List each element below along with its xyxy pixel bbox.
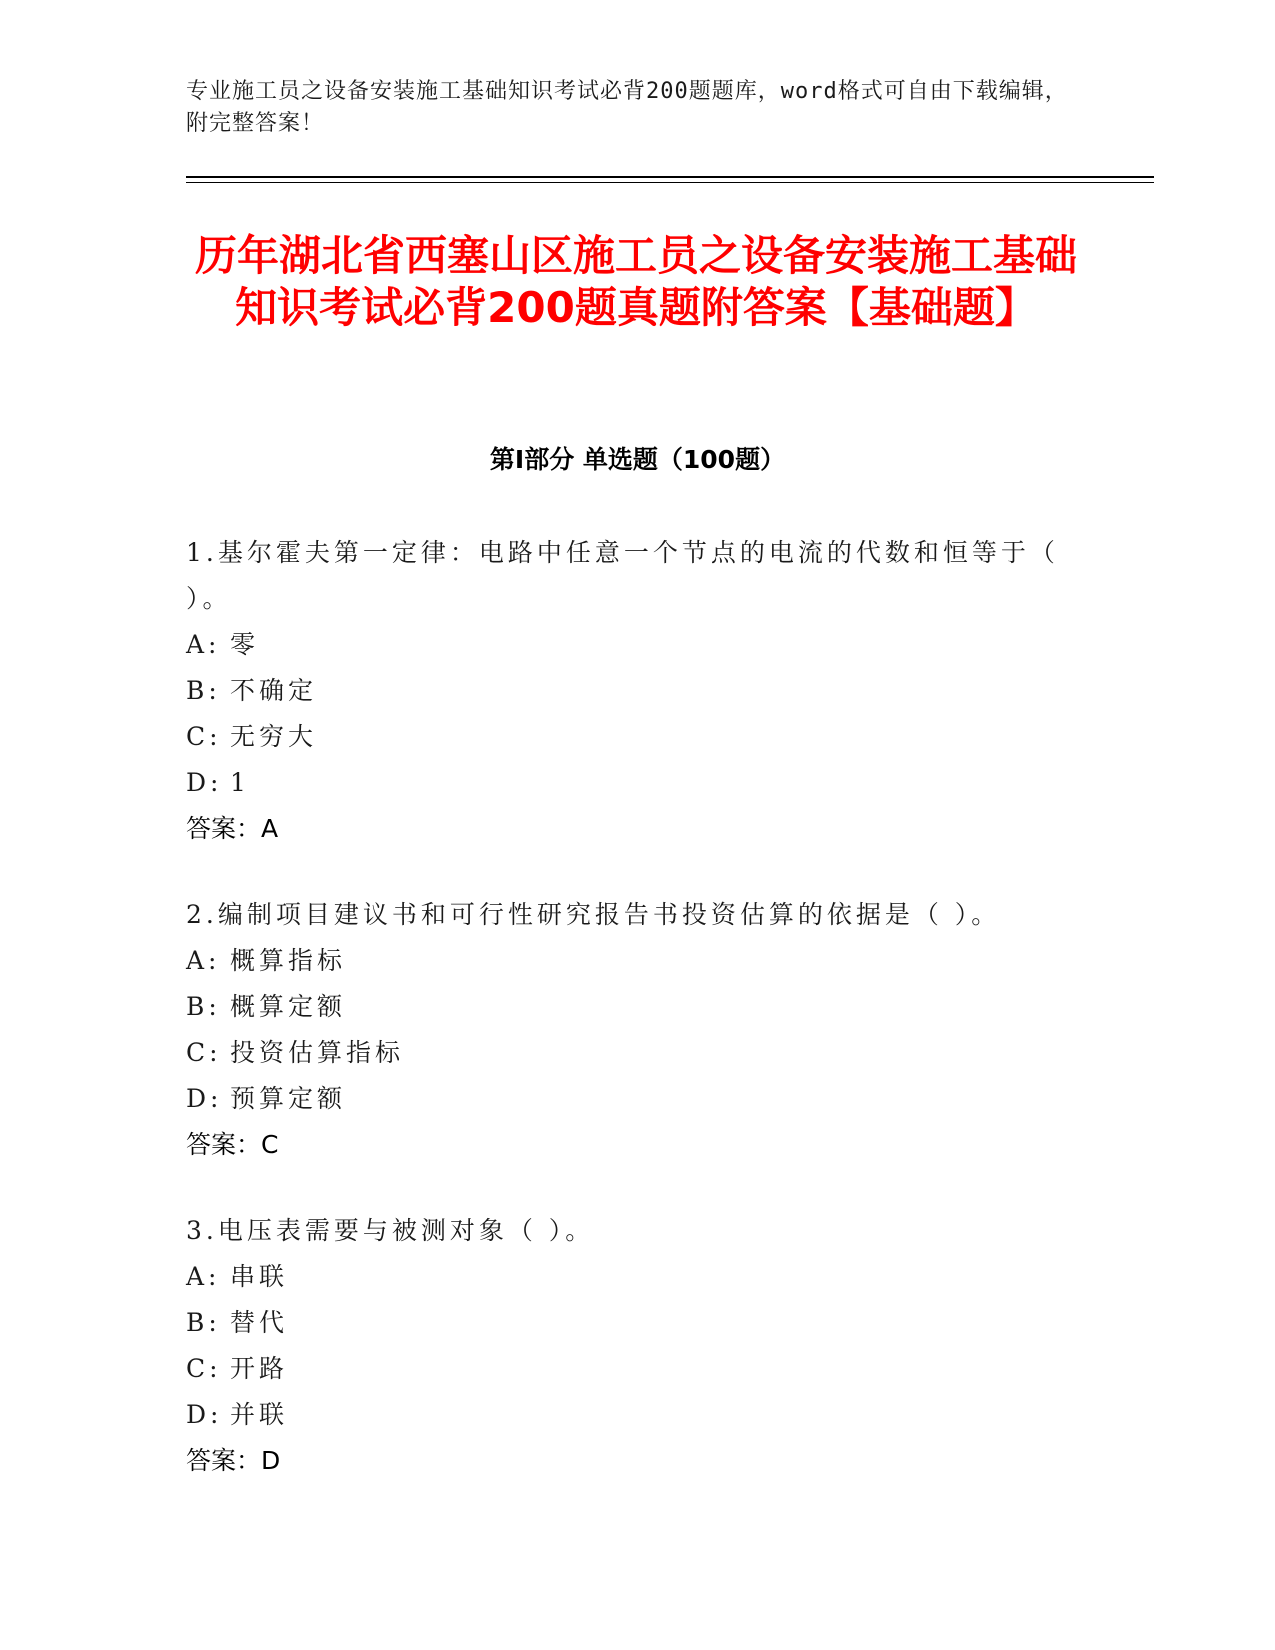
option-letter: D: <box>186 1400 223 1429</box>
question-list <box>186 530 1086 1524</box>
header-divider-thick <box>186 176 1154 178</box>
option-text: 替代 <box>230 1308 289 1337</box>
option-text: 无穷大 <box>230 722 318 751</box>
option-c <box>186 1346 1086 1392</box>
question-1 <box>186 530 1086 852</box>
option-text: 不确定 <box>230 676 318 705</box>
option-text: 并联 <box>230 1400 289 1429</box>
question-2 <box>186 892 1086 1168</box>
option-d <box>186 1076 1086 1122</box>
option-text: 开路 <box>230 1354 289 1383</box>
section-title: 第Ⅰ部分 单选题（100题） <box>489 445 786 474</box>
option-a <box>186 938 1086 984</box>
option-a <box>186 622 1086 668</box>
option-text: 零 <box>230 630 260 659</box>
answer: 答案：A <box>186 814 279 843</box>
option-a <box>186 1254 1086 1300</box>
question-3 <box>186 1208 1086 1484</box>
document-title: 历年湖北省西塞山区施工员之设备安装施工基础知识考试必背200题真题附答案【基础题】 <box>194 231 1077 332</box>
header-note: 专业施工员之设备安装施工基础知识考试必背200题题库，word格式可自由下载编辑，附完整答案！ <box>186 79 1068 136</box>
question-text: 1.基尔霍夫第一定律：电路中任意一个节点的电流的代数和恒等于（ ）。 <box>186 538 1059 613</box>
header-divider-thin <box>186 182 1154 183</box>
option-text: 串联 <box>230 1262 289 1291</box>
option-text: 概算定额 <box>230 992 347 1021</box>
option-letter: A: <box>186 946 221 975</box>
option-text: 1 <box>230 768 250 797</box>
answer: 答案：D <box>186 1446 281 1475</box>
option-letter: A: <box>186 630 221 659</box>
option-letter: B: <box>186 992 221 1021</box>
option-c <box>186 1030 1086 1076</box>
option-letter: B: <box>186 676 221 705</box>
option-letter: C: <box>186 1354 222 1383</box>
option-text: 概算指标 <box>230 946 347 975</box>
option-text: 预算定额 <box>230 1084 347 1113</box>
option-letter: C: <box>186 722 222 751</box>
option-text: 投资估算指标 <box>230 1038 405 1067</box>
option-b <box>186 668 1086 714</box>
option-b <box>186 1300 1086 1346</box>
question-text: 2.编制项目建议书和可行性研究报告书投资估算的依据是（ ）。 <box>186 900 1001 929</box>
option-letter: C: <box>186 1038 222 1067</box>
option-d <box>186 1392 1086 1438</box>
answer: 答案：C <box>186 1130 279 1159</box>
option-c <box>186 714 1086 760</box>
option-d <box>186 760 1086 806</box>
option-letter: D: <box>186 1084 223 1113</box>
option-b <box>186 984 1086 1030</box>
option-letter: D: <box>186 768 223 797</box>
option-letter: B: <box>186 1308 221 1337</box>
question-text: 3.电压表需要与被测对象（ ）。 <box>186 1216 595 1245</box>
option-letter: A: <box>186 1262 221 1291</box>
